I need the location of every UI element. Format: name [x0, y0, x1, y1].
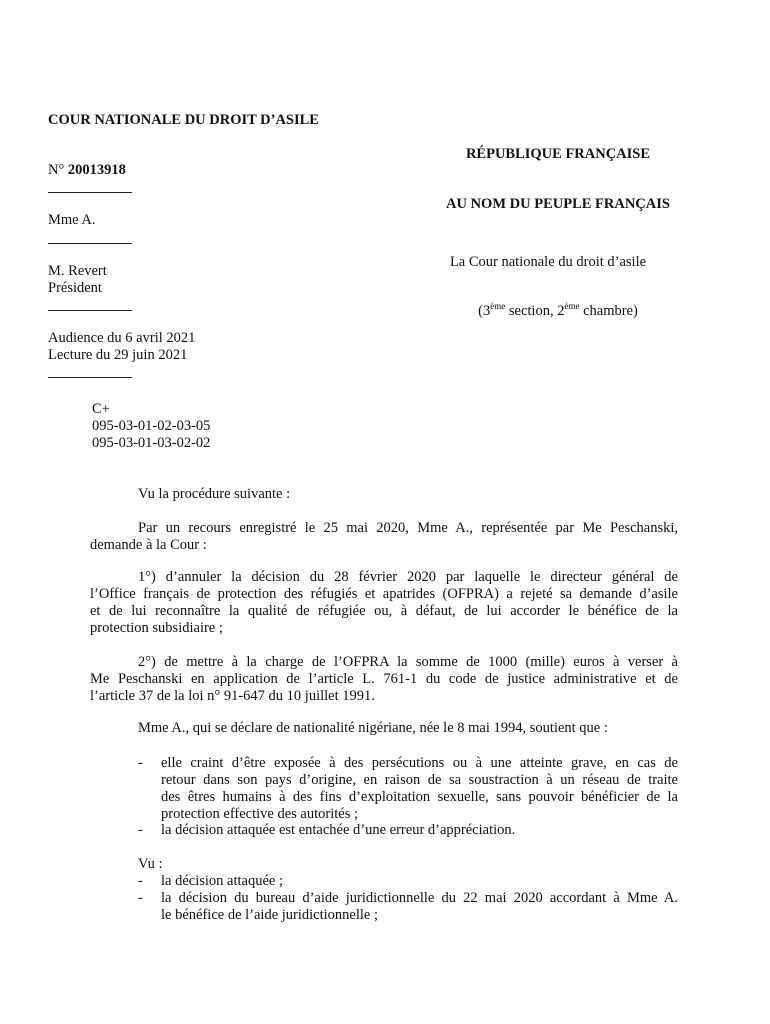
divider	[48, 243, 132, 244]
procedure-intro: Vu la procédure suivante :	[138, 486, 291, 502]
bullet-line: elle craint d’être exposée à des persécutions ou à une atteinte grave, en cas de	[161, 755, 678, 771]
bullet-line: la décision attaquée est entachée d’une erreur d’appréciation.	[161, 822, 516, 838]
party-name: Mme A.	[48, 212, 96, 228]
divider	[48, 310, 132, 311]
chamber-text: (3	[478, 303, 491, 319]
hearing-date: Audience du 6 avril 2021	[48, 330, 196, 346]
judge-name: M. Revert	[48, 263, 107, 279]
bullet-dash: -	[138, 890, 143, 906]
bullet-dash: -	[138, 822, 143, 838]
paragraph-line: protection subsidiaire ;	[90, 620, 223, 636]
court-heading: La Cour nationale du droit d’asile	[449, 254, 647, 270]
court-name: COUR NATIONALE DU DROIT D’ASILE	[48, 112, 319, 128]
bullet-dash: -	[138, 873, 143, 889]
republic-heading: RÉPUBLIQUE FRANÇAISE	[465, 146, 651, 162]
classification-code: 095-03-01-03-02-02	[92, 435, 211, 451]
bullet-line: des êtres humains à des fins d’exploitation sexuelle, sans pouvoir bénéficier de la	[161, 789, 678, 805]
bullet-line: protection effective des autorités ;	[161, 806, 359, 822]
case-number-value: 20013918	[67, 162, 126, 178]
vu-heading: Vu :	[138, 856, 163, 872]
paragraph-line: 1°) d’annuler la décision du 28 février 2020 par laquelle le directeur général de	[138, 569, 678, 585]
paragraph-line: Mme A., qui se déclare de nationalité nigériane, née le 8 mai 1994, soutient que :	[138, 720, 608, 736]
paragraph-line: l’article 37 de la loi n° 91-647 du 10 juillet 1991.	[90, 688, 375, 704]
divider	[48, 377, 132, 378]
people-heading: AU NOM DU PEUPLE FRANÇAIS	[446, 196, 670, 212]
paragraph-line: et de lui reconnaître la qualité de réfugiée ou, à défaut, de lui accorder le bénéfice de la	[90, 603, 678, 619]
bullet-line: le bénéfice de l’aide juridictionnelle ;	[161, 907, 378, 923]
paragraph-line: l’Office français de protection des réfugiés et apatrides (OFPRA) a rejeté sa demande d’asile	[90, 586, 678, 602]
chamber-text: section, 2	[505, 303, 565, 319]
case-number	[48, 162, 126, 179]
classification-code: 095-03-01-02-03-05	[92, 418, 211, 434]
reading-date: Lecture du 29 juin 2021	[48, 347, 188, 363]
chamber-heading	[430, 303, 686, 320]
paragraph-line: demande à la Cour :	[90, 537, 207, 553]
bullet-line: la décision du bureau d’aide juridictionnelle du 22 mai 2020 accordant à Mme A.	[161, 890, 678, 906]
bullet-line: la décision attaquée ;	[161, 873, 283, 889]
classification-code: C+	[92, 401, 110, 417]
paragraph-line: 2°) de mettre à la charge de l’OFPRA la somme de 1000 (mille) euros à verser à	[138, 654, 678, 670]
paragraph-line: Par un recours enregistré le 25 mai 2020, Mme A., représentée par Me Peschanski,	[138, 520, 678, 536]
case-number-prefix: N°	[48, 162, 65, 178]
divider	[48, 192, 132, 193]
judge-role: Président	[48, 280, 102, 296]
paragraph-line: Me Peschanski en application de l’article L. 761-1 du code de justice administrative et de	[90, 671, 678, 687]
chamber-text: chambre)	[579, 303, 638, 319]
bullet-line: retour dans son pays d’origine, en raison de sa soustraction à un réseau de traite	[161, 772, 678, 788]
chamber-sup: ème	[490, 301, 506, 311]
chamber-sup: ème	[564, 301, 580, 311]
bullet-dash: -	[138, 755, 143, 771]
